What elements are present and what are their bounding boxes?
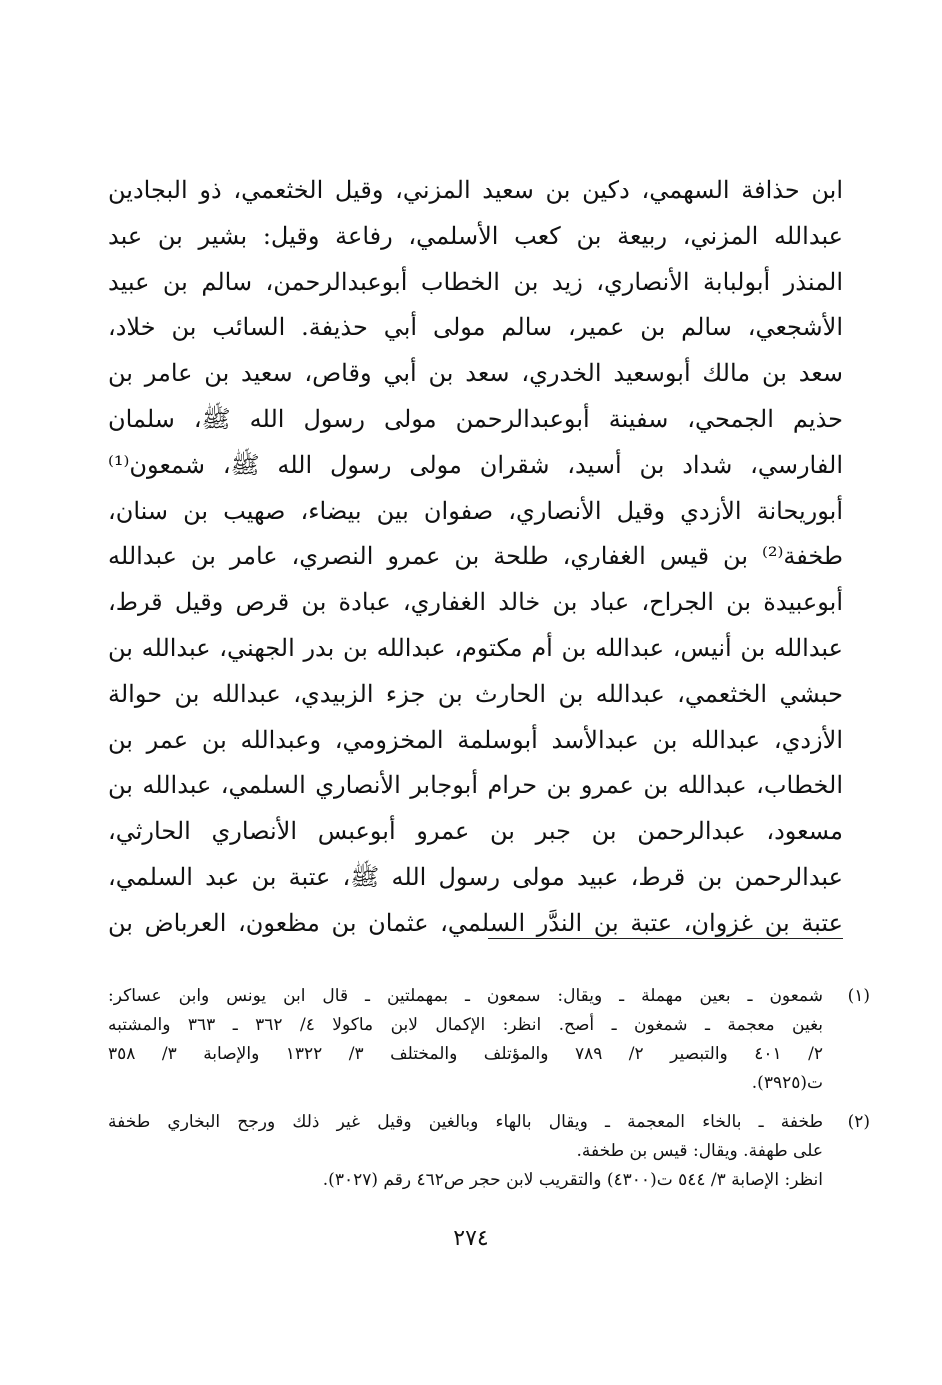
main-text-line: الفارسي، شداد بن أسيد، شقران مولى رسول الله ﷺ، شمعون⁽¹⁾ <box>108 450 843 479</box>
footnotes-section <box>108 982 870 1205</box>
footnote-number: (١) <box>847 986 870 1006</box>
footnote-line: انظر: الإصابة ٣/ ٥٤٤ ت(٤٣٠٠) والتقريب لابن حجر ص٤٦٢ رقم (٣٠٢٧). <box>322 1170 823 1190</box>
footnote-line: ٢/ ٤٠١ والتبصير ٢/ ٧٨٩ والمؤتلف والمختلف ٣/ ١٣٢٢ والإصابة ٣/ ٣٥٨ <box>108 1044 823 1064</box>
footnote-body <box>108 982 823 1098</box>
footnote-line: طخفة ـ بالخاء المعجمة ـ ويقال بالهاء وبالغين وقيل غير ذلك ورجح البخاري طخفة <box>108 1112 823 1132</box>
footnote-line: بغين معجمة ـ شمغون ـ أصح. انظر: الإكمال لابن ماكولا ٤/ ٣٦٢ ـ ٣٦٣ والمشتبه <box>108 1015 823 1035</box>
main-text-line: عبدالله بن أنيس، عبدالله بن أم مكتوم، عبدالله بن بدر الجهني، عبدالله بن <box>108 633 843 662</box>
main-text-line: عبدالله المزني، ربيعة بن كعب الأسلمي، رفاعة وقيل: بشير بن عبد <box>108 221 843 250</box>
footnote-line: على طهفة. ويقال: قيس بن طخفة. <box>576 1141 823 1161</box>
main-text-line: ابن حذافة السهمي، دكين بن سعيد المزني، وقيل الخثعمي، ذو البجادين <box>108 176 843 204</box>
main-text-line: مسعود، عبدالرحمن بن جبر بن عمرو أبوعبس الأنصاري الحارثي، <box>108 817 843 846</box>
main-text-line: طخفة⁽²⁾ بن قيس الغفاري، طلحة بن عمرو النصري، عامر بن عبدالله <box>108 542 843 571</box>
main-text-line: المنذر أبولبابة الأنصاري، زيد بن الخطاب أبوعبدالرحمن، سالم بن عبيد <box>108 267 843 296</box>
footnote-body <box>108 1108 823 1195</box>
main-text-line: الأشجعي، سالم بن عمير، سالم مولى أبي حذيفة. السائب بن خلاد، <box>108 313 843 342</box>
page-number: ٢٧٤ <box>453 1226 489 1251</box>
main-text-block <box>108 168 843 947</box>
main-text-line: عبدالرحمن بن قرط، عبيد مولى رسول الله ﷺ، عتبة بن عبد السلمي، <box>108 862 843 891</box>
main-text-line: حذيم الجمحي، سفينة أبوعبدالرحمن مولى رسول الله ﷺ، سلمان <box>108 404 843 433</box>
footnote-line: ت(٣٩٢٥). <box>751 1073 823 1093</box>
footnote-line: شمعون ـ بعين مهملة ـ ويقال: سمعون ـ بمهملتين ـ قال ابن يونس وابن عساكر: <box>108 986 823 1006</box>
main-text-line: الأزدي، عبدالله بن عبدالأسد أبوسلمة المخزومي، وعبدالله بن عمر بن <box>108 725 843 754</box>
footnote-2 <box>108 1108 870 1195</box>
main-text-line: أبوريحانة الأزدي وقيل الأنصاري، صفوان بين بيضاء، صهيب بن سنان، <box>108 496 843 525</box>
footnote-number: (٢) <box>847 1112 870 1132</box>
main-text-line: حبشي الخثعمي، عبدالله بن الحارث بن جزء الزبيدي، عبدالله بن حوالة <box>108 679 843 708</box>
footnote-1 <box>108 982 870 1098</box>
main-text-line: أبوعبيدة بن الجراح، عباد بن خالد الغفاري، عبادة بن قرص وقيل قرط، <box>108 588 843 617</box>
main-text-line: عتبة بن غزوان، عتبة بن الندَّر السلمي، عثمان بن مظعون، العرباض بن <box>108 908 843 937</box>
main-text-line: الخطاب، عبدالله بن عمرو بن حرام أبوجابر الأنصاري السلمي، عبدالله بن <box>108 771 843 800</box>
footnote-divider <box>488 938 843 939</box>
main-text-line: سعد بن مالك أبوسعيد الخدري، سعد بن أبي وقاص، سعيد بن عامر بن <box>108 359 843 388</box>
